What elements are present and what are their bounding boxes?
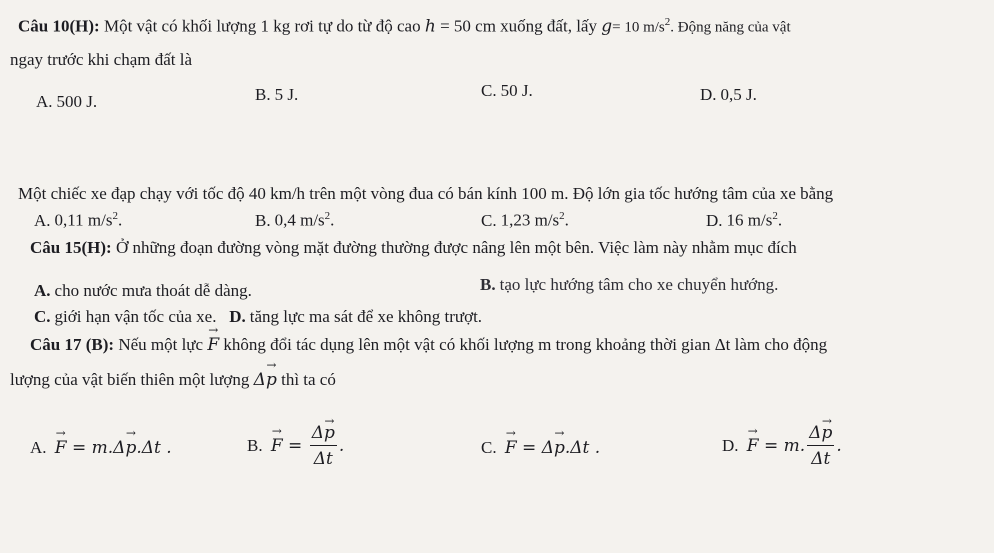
q10-g-exponent: 2 <box>664 16 671 28</box>
q-bike-option-d[interactable]: D. 16 $m/s^2$. <box>706 210 783 230</box>
q10-option-b[interactable]: B. 5 J. <box>255 85 299 104</box>
q10-label: Câu 10(H): <box>18 16 100 36</box>
q17-stem-part2: không đổi tác dụng lên một vật có khối lượng m trong khoảng thời gian Δt làm cho động <box>223 335 828 354</box>
q10-g-var: g <box>601 16 613 37</box>
q10-line2: ngay trước khi chạm đất là <box>10 50 193 69</box>
q10-line1 <box>18 16 791 37</box>
q17-option-a[interactable]: A. → F = m.Δ→ p.Δt . <box>30 438 172 458</box>
q-bike-stem: Một chiếc xe đạp chạy với tốc độ 40 km/h trên một vòng đua có bán kính 100 m. Độ lớn gia tốc hướng tâm của xe bằng <box>18 184 834 203</box>
q17-line2-part2: thì ta có <box>281 370 336 389</box>
q17-momentum-vector: → p <box>266 370 277 390</box>
q-bike-option-c[interactable]: C. 1,23 $m/s^2$. <box>481 210 569 230</box>
q10-option-c[interactable]: C. 50 J. <box>481 81 533 100</box>
q10-option-a[interactable]: A. 500 J. <box>36 92 98 111</box>
q17-line2-part1: lượng của vật biến thiên một lượng <box>10 370 250 389</box>
q17-label: Câu 17 (B): <box>30 335 115 354</box>
q17-stem-part1: Nếu một lực <box>118 335 204 354</box>
q17-line1 <box>30 335 827 355</box>
q17-force-vector: → F <box>207 335 219 355</box>
q17-option-d-fraction: $\frac{\Delta\to p}{\Delta t}$ <box>807 422 834 470</box>
q17-option-b-fraction: $\frac{\Delta\to p}{\Delta t}$ <box>310 422 337 470</box>
q17-delta-symbol: Δ <box>253 370 266 390</box>
q10-g-value: = 10 m/s <box>612 19 665 36</box>
q10-stem-part1: Một vật có khối lượng 1 kg rơi tự do từ độ cao <box>103 16 421 36</box>
q10-h-value: = 50 cm <box>440 16 496 36</box>
q15-stem: Ở những đoạn đường vòng mặt đường thường được nâng lên một bên. Việc làm này nhằm mục đích <box>115 238 797 257</box>
q17-option-d[interactable]: D. → F = m. $\frac{\Delta\to p}{\Delta t}$ . <box>722 422 842 470</box>
q15-label: Câu 15(H): <box>30 238 112 257</box>
q10-h-var: h <box>424 16 436 37</box>
q15-option-c-d <box>34 307 482 327</box>
q15-option-c[interactable]: C. giới hạn vận tốc của xe. <box>34 307 217 326</box>
q15-line <box>30 238 797 258</box>
q15-option-a[interactable]: A. cho nước mưa thoát dễ dàng. <box>34 281 252 300</box>
q15-option-d[interactable]: D. tăng lực ma sát để xe không trượt. <box>229 307 483 326</box>
q-bike-option-b[interactable]: B. 0,4 $m/s^2$. <box>255 210 335 230</box>
q17-line2 <box>10 370 336 390</box>
q10-option-d[interactable]: D. 0,5 J. <box>700 85 757 104</box>
q10-stem-part2: xuống đất, lấy <box>500 16 597 36</box>
q17-option-c[interactable]: C. → F = Δ→ p.Δt . <box>481 438 600 458</box>
q17-option-b[interactable]: B. → F = $\frac{\Delta\to p}{\Delta t}$ . <box>247 422 344 470</box>
q10-stem-part3: . Động năng của vật <box>670 19 791 36</box>
q-bike-option-a[interactable]: A. 0,11 $m/s^2$. <box>34 210 123 230</box>
q15-option-b[interactable]: B. tạo lực hướng tâm cho xe chuyển hướng. <box>480 275 779 294</box>
